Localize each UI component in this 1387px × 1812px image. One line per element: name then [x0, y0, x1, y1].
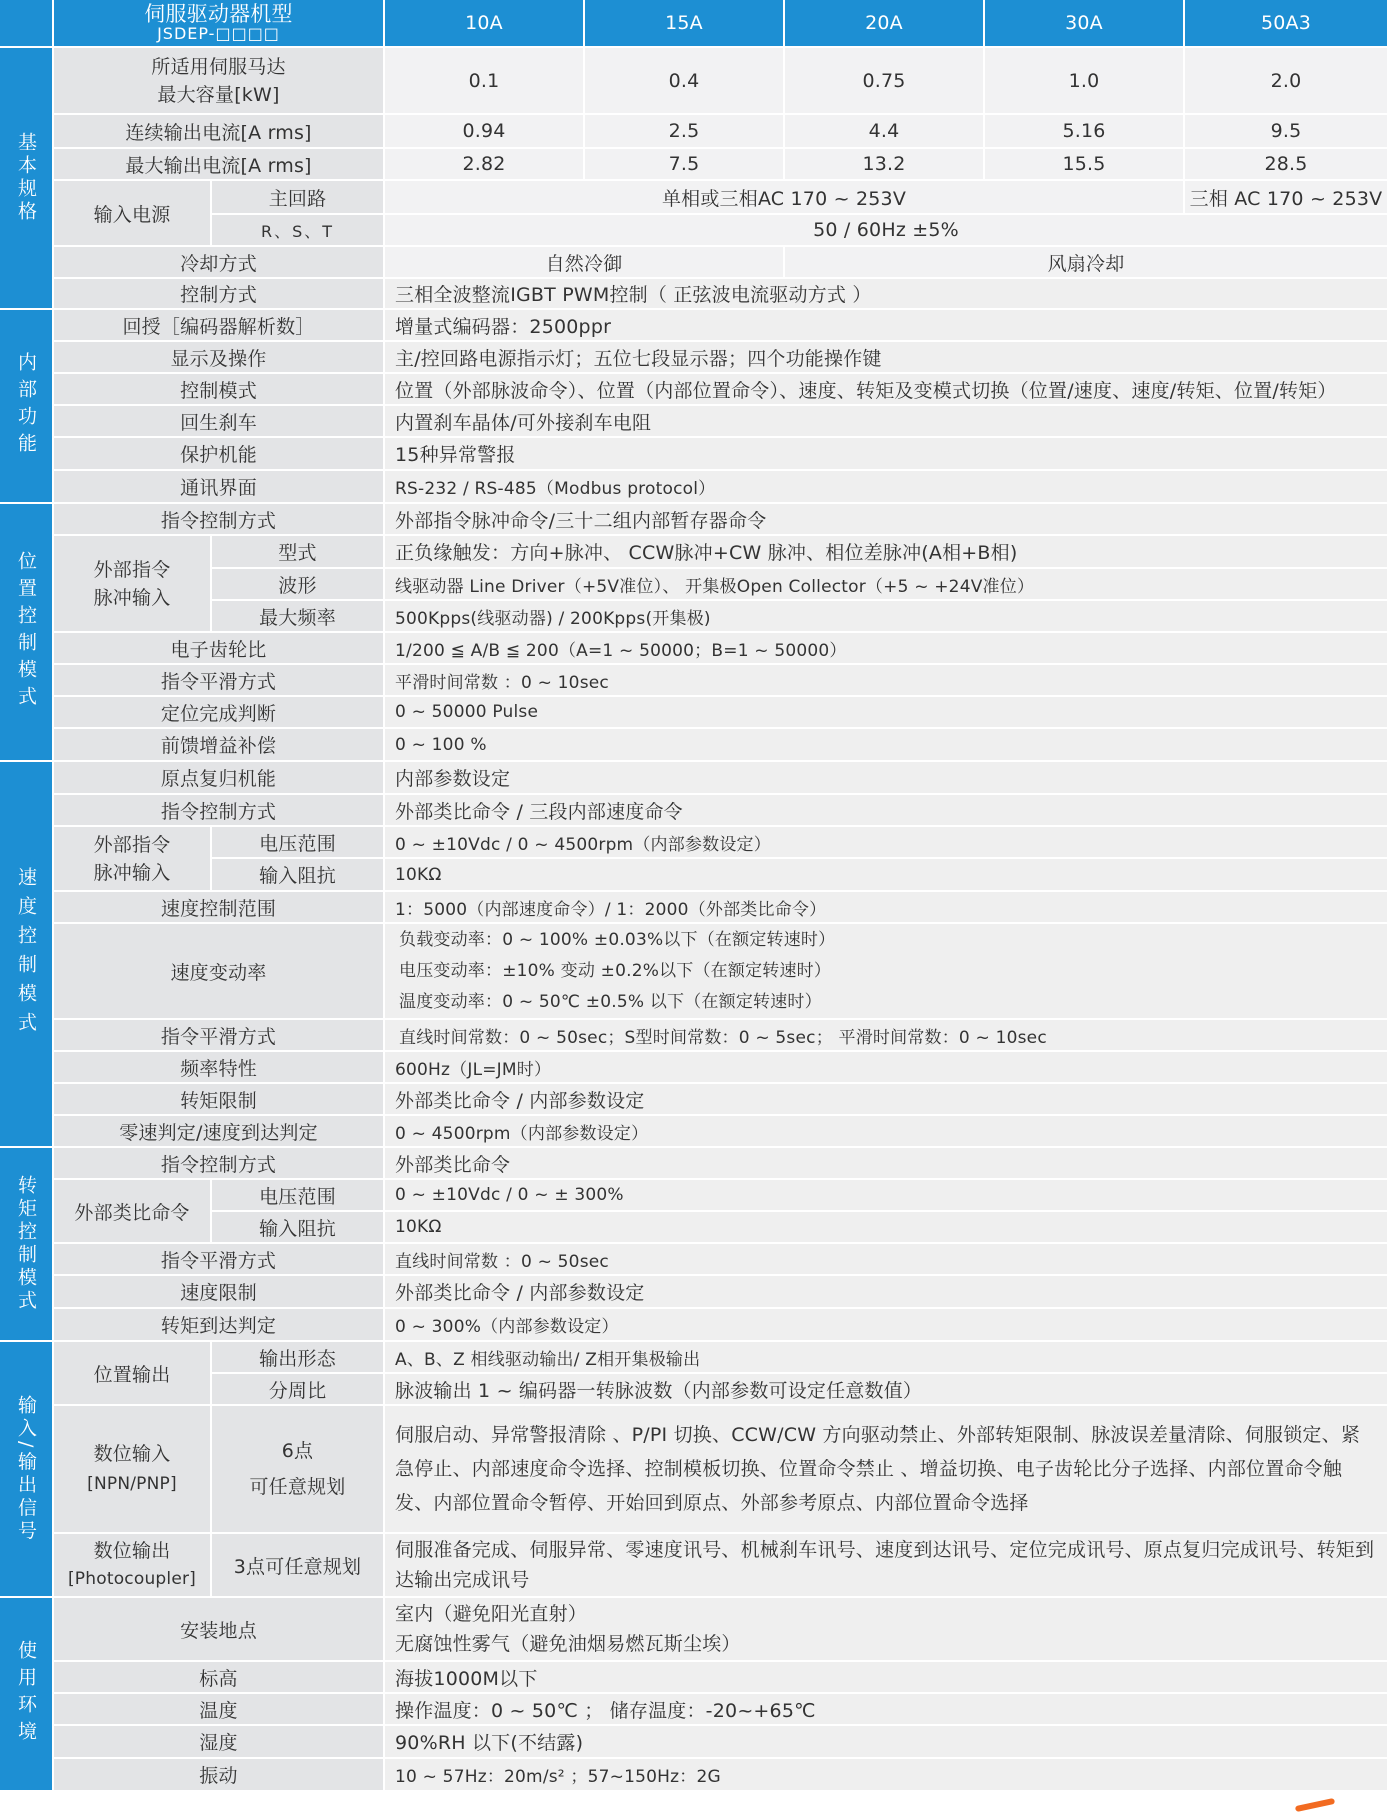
pos-smooth-label: 指令平滑方式: [54, 665, 383, 695]
section-io: [0, 1342, 52, 1596]
freq-char-label: 频率特性: [54, 1052, 383, 1082]
freq-char-value: 600Hz（JL=JM时）: [385, 1052, 1387, 1082]
dout-label: [54, 1534, 210, 1596]
protection-label: 保护机能: [54, 438, 383, 469]
spd-volt-value: 0 ~ ±10Vdc / 0 ~ 4500rpm（内部参数设定）: [385, 827, 1387, 857]
max-current-10a: 2.82: [385, 149, 583, 179]
gear-ratio-label: 电子齿轮比: [54, 633, 383, 663]
section-position: [0, 504, 52, 760]
spd-var-voltage: 电压变动率：±10% 变动 ±0.2%以下（在额定转速时）: [399, 960, 832, 981]
section-basic-text: 基本规格: [15, 132, 37, 224]
header-model-10a: 10A: [385, 0, 583, 46]
trq-reach-value: 0 ~ 300%（内部参数设定）: [385, 1309, 1387, 1340]
pos-ext-input-label-1: 外部指令: [93, 558, 171, 581]
control-method-value: 三相全波整流IGBT PWM控制（ 正弦波电流驱动方式 ）: [385, 279, 1387, 308]
comm-label: 通讯界面: [54, 471, 383, 502]
gear-ratio-value: 1/200 ≦ A/B ≦ 200（A=1 ~ 50000；B=1 ~ 50000）: [385, 633, 1387, 663]
humidity-label: 湿度: [54, 1726, 383, 1757]
out-form-value: A、B、Z 相线驱动输出/ Z相开集极输出: [385, 1342, 1387, 1372]
motor-capacity-10a: 0.1: [385, 48, 583, 113]
din-count-1: 6点: [281, 1440, 314, 1462]
trq-smooth-value: 直线时间常数 ：0 ~ 50sec: [385, 1244, 1387, 1274]
section-env: [0, 1598, 52, 1790]
spd-ext-input-label: [54, 827, 210, 890]
speed-limit-label: 速度限制: [54, 1276, 383, 1307]
section-torque-text: 转矩控制模式: [15, 1175, 37, 1313]
divider-label: 分周比: [212, 1374, 383, 1404]
comm-value: RS-232 / RS-485（Modbus protocol）: [385, 471, 1387, 502]
section-internal: [0, 310, 52, 502]
dout-count: 3点可任意规划: [212, 1534, 383, 1596]
protection-value: 15种异常警报: [385, 438, 1387, 469]
pos-cmd-value: 外部指令脉冲命令/三十二组内部暂存器命令: [385, 504, 1387, 534]
decorative-mark: [1295, 1798, 1335, 1812]
cooling-label: 冷却方式: [54, 247, 383, 277]
power-frequency: 50 / 60Hz ±5%: [385, 215, 1387, 245]
dout-label-1: 数位输出: [93, 1540, 171, 1562]
max-current-label: 最大输出电流[A rms]: [54, 149, 383, 179]
din-value: 伺服启动、异常警报清除 、P/PI 切换、CCW/CW 方向驱动禁止、外部转矩限制、脉波误差量清除、伺服锁定、紧急停止、内部速度命令选择、控制模板切换、位置命令禁止 、增益切换、电子齿轮比分子选择、内部位置命令触发、内部位置命令暂停、开始回到原点、外部参考原点、内部位置命令选择: [385, 1406, 1387, 1532]
pos-ext-input-label: [54, 536, 210, 631]
max-current-50a3: 28.5: [1185, 149, 1387, 179]
home-return-value: 内部参数设定: [385, 762, 1387, 793]
pos-maxfreq-value: 500Kpps(线驱动器) / 200Kpps(开集极): [385, 601, 1387, 631]
max-current-30a: 15.5: [985, 149, 1183, 179]
vibration-value: 10 ~ 57Hz：20m/s² ；57~150Hz：2G: [385, 1759, 1387, 1790]
header-model-50a3: 50A3: [1185, 0, 1387, 46]
regen-brake-label: 回生刹车: [54, 406, 383, 436]
header-model-15a: 15A: [585, 0, 783, 46]
section-speed-text: 速度控制模式: [15, 867, 37, 1041]
pos-ext-input-label-2: 脉冲输入: [93, 586, 171, 609]
section-position-text: 位置控制模式: [15, 551, 37, 713]
install-place-label: 安装地点: [54, 1598, 383, 1660]
motor-capacity-15a: 0.4: [585, 48, 783, 113]
section-env-text: 使用环境: [15, 1640, 37, 1748]
motor-capacity-label-1: 所适用伺服马达: [151, 55, 286, 78]
trq-ext-label: 外部类比命令: [54, 1180, 210, 1242]
dout-value: 伺服准备完成、伺服异常、零速度讯号、机械刹车讯号、速度到达讯号、定位完成讯号、原点复归完成讯号、转矩到达输出完成讯号: [385, 1534, 1387, 1596]
rst-label: R、S、T: [212, 215, 383, 245]
trq-imp-value: 10KΩ: [385, 1212, 1387, 1242]
trq-smooth-label: 指令平滑方式: [54, 1244, 383, 1274]
torque-limit-value: 外部类比命令 / 内部参数设定: [385, 1084, 1387, 1114]
display-label: 显示及操作: [54, 342, 383, 372]
torque-limit-label: 转矩限制: [54, 1084, 383, 1114]
spd-smooth-label: 指令平滑方式: [54, 1020, 383, 1050]
header-model-30a: 30A: [985, 0, 1183, 46]
din-label-1: 数位输入: [93, 1443, 171, 1465]
section-io-text: 输入/输出信号: [15, 1394, 37, 1544]
max-current-15a: 7.5: [585, 149, 783, 179]
section-basic: [0, 48, 52, 308]
cont-current-20a: 4.4: [785, 115, 983, 147]
display-value: 主/控回路电源指示灯；五位七段显示器；四个功能操作键: [385, 342, 1387, 372]
power-three: 三相 AC 170 ~ 253V: [1185, 181, 1387, 213]
header-model-code: JSDEP-□□□□: [157, 24, 280, 43]
motor-capacity-50a3: 2.0: [1185, 48, 1387, 113]
trq-reach-label: 转矩到达判定: [54, 1309, 383, 1340]
spd-var-label: 速度变动率: [54, 924, 383, 1018]
install-place-values: [385, 1598, 1387, 1660]
spd-range-value: 1：5000（内部速度命令）/ 1：2000（外部类比命令）: [385, 892, 1387, 922]
control-mode-label: 控制模式: [54, 374, 383, 404]
zero-speed-label: 零速判定/速度到达判定: [54, 1116, 383, 1146]
section-torque: [0, 1148, 52, 1340]
din-label: [54, 1406, 210, 1532]
altitude-value: 海拔1000M以下: [385, 1662, 1387, 1692]
feedback-label: 回授［编码器解析数］: [54, 310, 383, 340]
max-current-20a: 13.2: [785, 149, 983, 179]
feedback-value: 增量式编码器：2500ppr: [385, 310, 1387, 340]
header-model-20a: 20A: [785, 0, 983, 46]
pos-wave-label: 波形: [212, 569, 383, 599]
divider-value: 脉波输出 1 ~ 编码器一转脉波数（内部参数可设定任意数值）: [385, 1374, 1387, 1404]
pos-done-value: 0 ~ 50000 Pulse: [385, 697, 1387, 727]
din-count-2: 可任意规划: [249, 1476, 346, 1498]
cont-current-10a: 0.94: [385, 115, 583, 147]
cooling-fan: 风扇冷却: [785, 247, 1387, 277]
trq-cmd-label: 指令控制方式: [54, 1148, 383, 1178]
cont-current-15a: 2.5: [585, 115, 783, 147]
humidity-value: 90%RH 以下(不结露): [385, 1726, 1387, 1757]
cont-current-50a3: 9.5: [1185, 115, 1387, 147]
motor-capacity-label: [54, 48, 383, 113]
temperature-value: 操作温度：0 ~ 50℃ ； 储存温度：-20~+65℃: [385, 1694, 1387, 1724]
header-model-cell: [54, 0, 383, 46]
cont-current-30a: 5.16: [985, 115, 1183, 147]
vibration-label: 振动: [54, 1759, 383, 1790]
control-method-label: 控制方式: [54, 279, 383, 308]
spd-range-label: 速度控制范围: [54, 892, 383, 922]
trq-volt-value: 0 ~ ±10Vdc / 0 ~ ± 300%: [385, 1180, 1387, 1210]
spd-ext-input-label-1: 外部指令: [93, 833, 171, 856]
trq-imp-label: 输入阻抗: [212, 1212, 383, 1242]
main-circuit-label: 主回路: [212, 181, 383, 213]
zero-speed-value: 0 ~ 4500rpm（内部参数设定）: [385, 1116, 1387, 1146]
feedforward-label: 前馈增益补偿: [54, 729, 383, 760]
install-place-line-2: 无腐蚀性雾气（避免油烟易燃瓦斯尘埃）: [395, 1633, 741, 1655]
out-form-label: 输出形态: [212, 1342, 383, 1372]
cooling-natural: 自然冷御: [385, 247, 783, 277]
spd-cmd-value: 外部类比命令 / 三段内部速度命令: [385, 795, 1387, 825]
speed-limit-value: 外部类比命令 / 内部参数设定: [385, 1276, 1387, 1307]
control-mode-value: 位置（外部脉波命令）、位置（内部位置命令）、速度、转矩及变模式切换（位置/速度、速度/转矩、位置/转矩）: [385, 374, 1387, 404]
spd-cmd-label: 指令控制方式: [54, 795, 383, 825]
trq-cmd-value: 外部类比命令: [385, 1148, 1387, 1178]
pos-cmd-label: 指令控制方式: [54, 504, 383, 534]
pos-done-label: 定位完成判断: [54, 697, 383, 727]
pos-type-label: 型式: [212, 536, 383, 567]
motor-capacity-label-2: 最大容量[kW]: [157, 83, 280, 106]
section-speed: [0, 762, 52, 1146]
spd-var-load: 负载变动率：0 ~ 100% ±0.03%以下（在额定转速时）: [399, 929, 836, 950]
pos-output-label: 位置输出: [54, 1342, 210, 1404]
spd-imp-value: 10KΩ: [385, 859, 1387, 890]
spd-smooth-value: 直线时间常数：0 ~ 50sec；S型时间常数：0 ~ 5sec； 平滑时间常数：0 ~ 10sec: [385, 1020, 1387, 1050]
pos-smooth-value: 平滑时间常数 ：0 ~ 10sec: [385, 665, 1387, 695]
cont-current-label: 连续输出电流[A rms]: [54, 115, 383, 147]
power-label: 输入电源: [54, 181, 210, 245]
motor-capacity-30a: 1.0: [985, 48, 1183, 113]
header-corner: [0, 0, 52, 46]
spd-imp-label: 输入阻抗: [212, 859, 383, 890]
altitude-label: 标高: [54, 1662, 383, 1692]
spd-var-temp: 温度变动率：0 ~ 50℃ ±0.5% 以下（在额定转速时）: [399, 991, 822, 1012]
regen-brake-value: 内置刹车晶体/可外接刹车电阻: [385, 406, 1387, 436]
pos-wave-value: 线驱动器 Line Driver（+5V准位）、 开集极Open Collector（+5 ~ +24V准位）: [385, 569, 1387, 599]
section-internal-text: 内部功能: [15, 352, 37, 460]
trq-volt-label: 电压范围: [212, 1180, 383, 1210]
spd-var-values: [385, 924, 1387, 1018]
din-count: [212, 1406, 383, 1532]
spd-ext-input-label-2: 脉冲输入: [93, 861, 171, 884]
pos-type-value: 正负缘触发：方向+脉冲、 CCW脉冲+CW 脉冲、相位差脉冲(A相+B相): [385, 536, 1387, 567]
motor-capacity-20a: 0.75: [785, 48, 983, 113]
feedforward-value: 0 ~ 100 %: [385, 729, 1387, 760]
power-single-three: 单相或三相AC 170 ~ 253V: [385, 181, 1183, 213]
din-label-2: [NPN/PNP]: [87, 1474, 177, 1494]
pos-maxfreq-label: 最大频率: [212, 601, 383, 631]
install-place-line-1: 室内（避免阳光直射）: [395, 1603, 588, 1625]
spd-volt-label: 电压范围: [212, 827, 383, 857]
header-model-title: 伺服驱动器机型: [144, 2, 293, 26]
home-return-label: 原点复归机能: [54, 762, 383, 793]
dout-label-2: [Photocoupler]: [67, 1569, 197, 1589]
temperature-label: 温度: [54, 1694, 383, 1724]
